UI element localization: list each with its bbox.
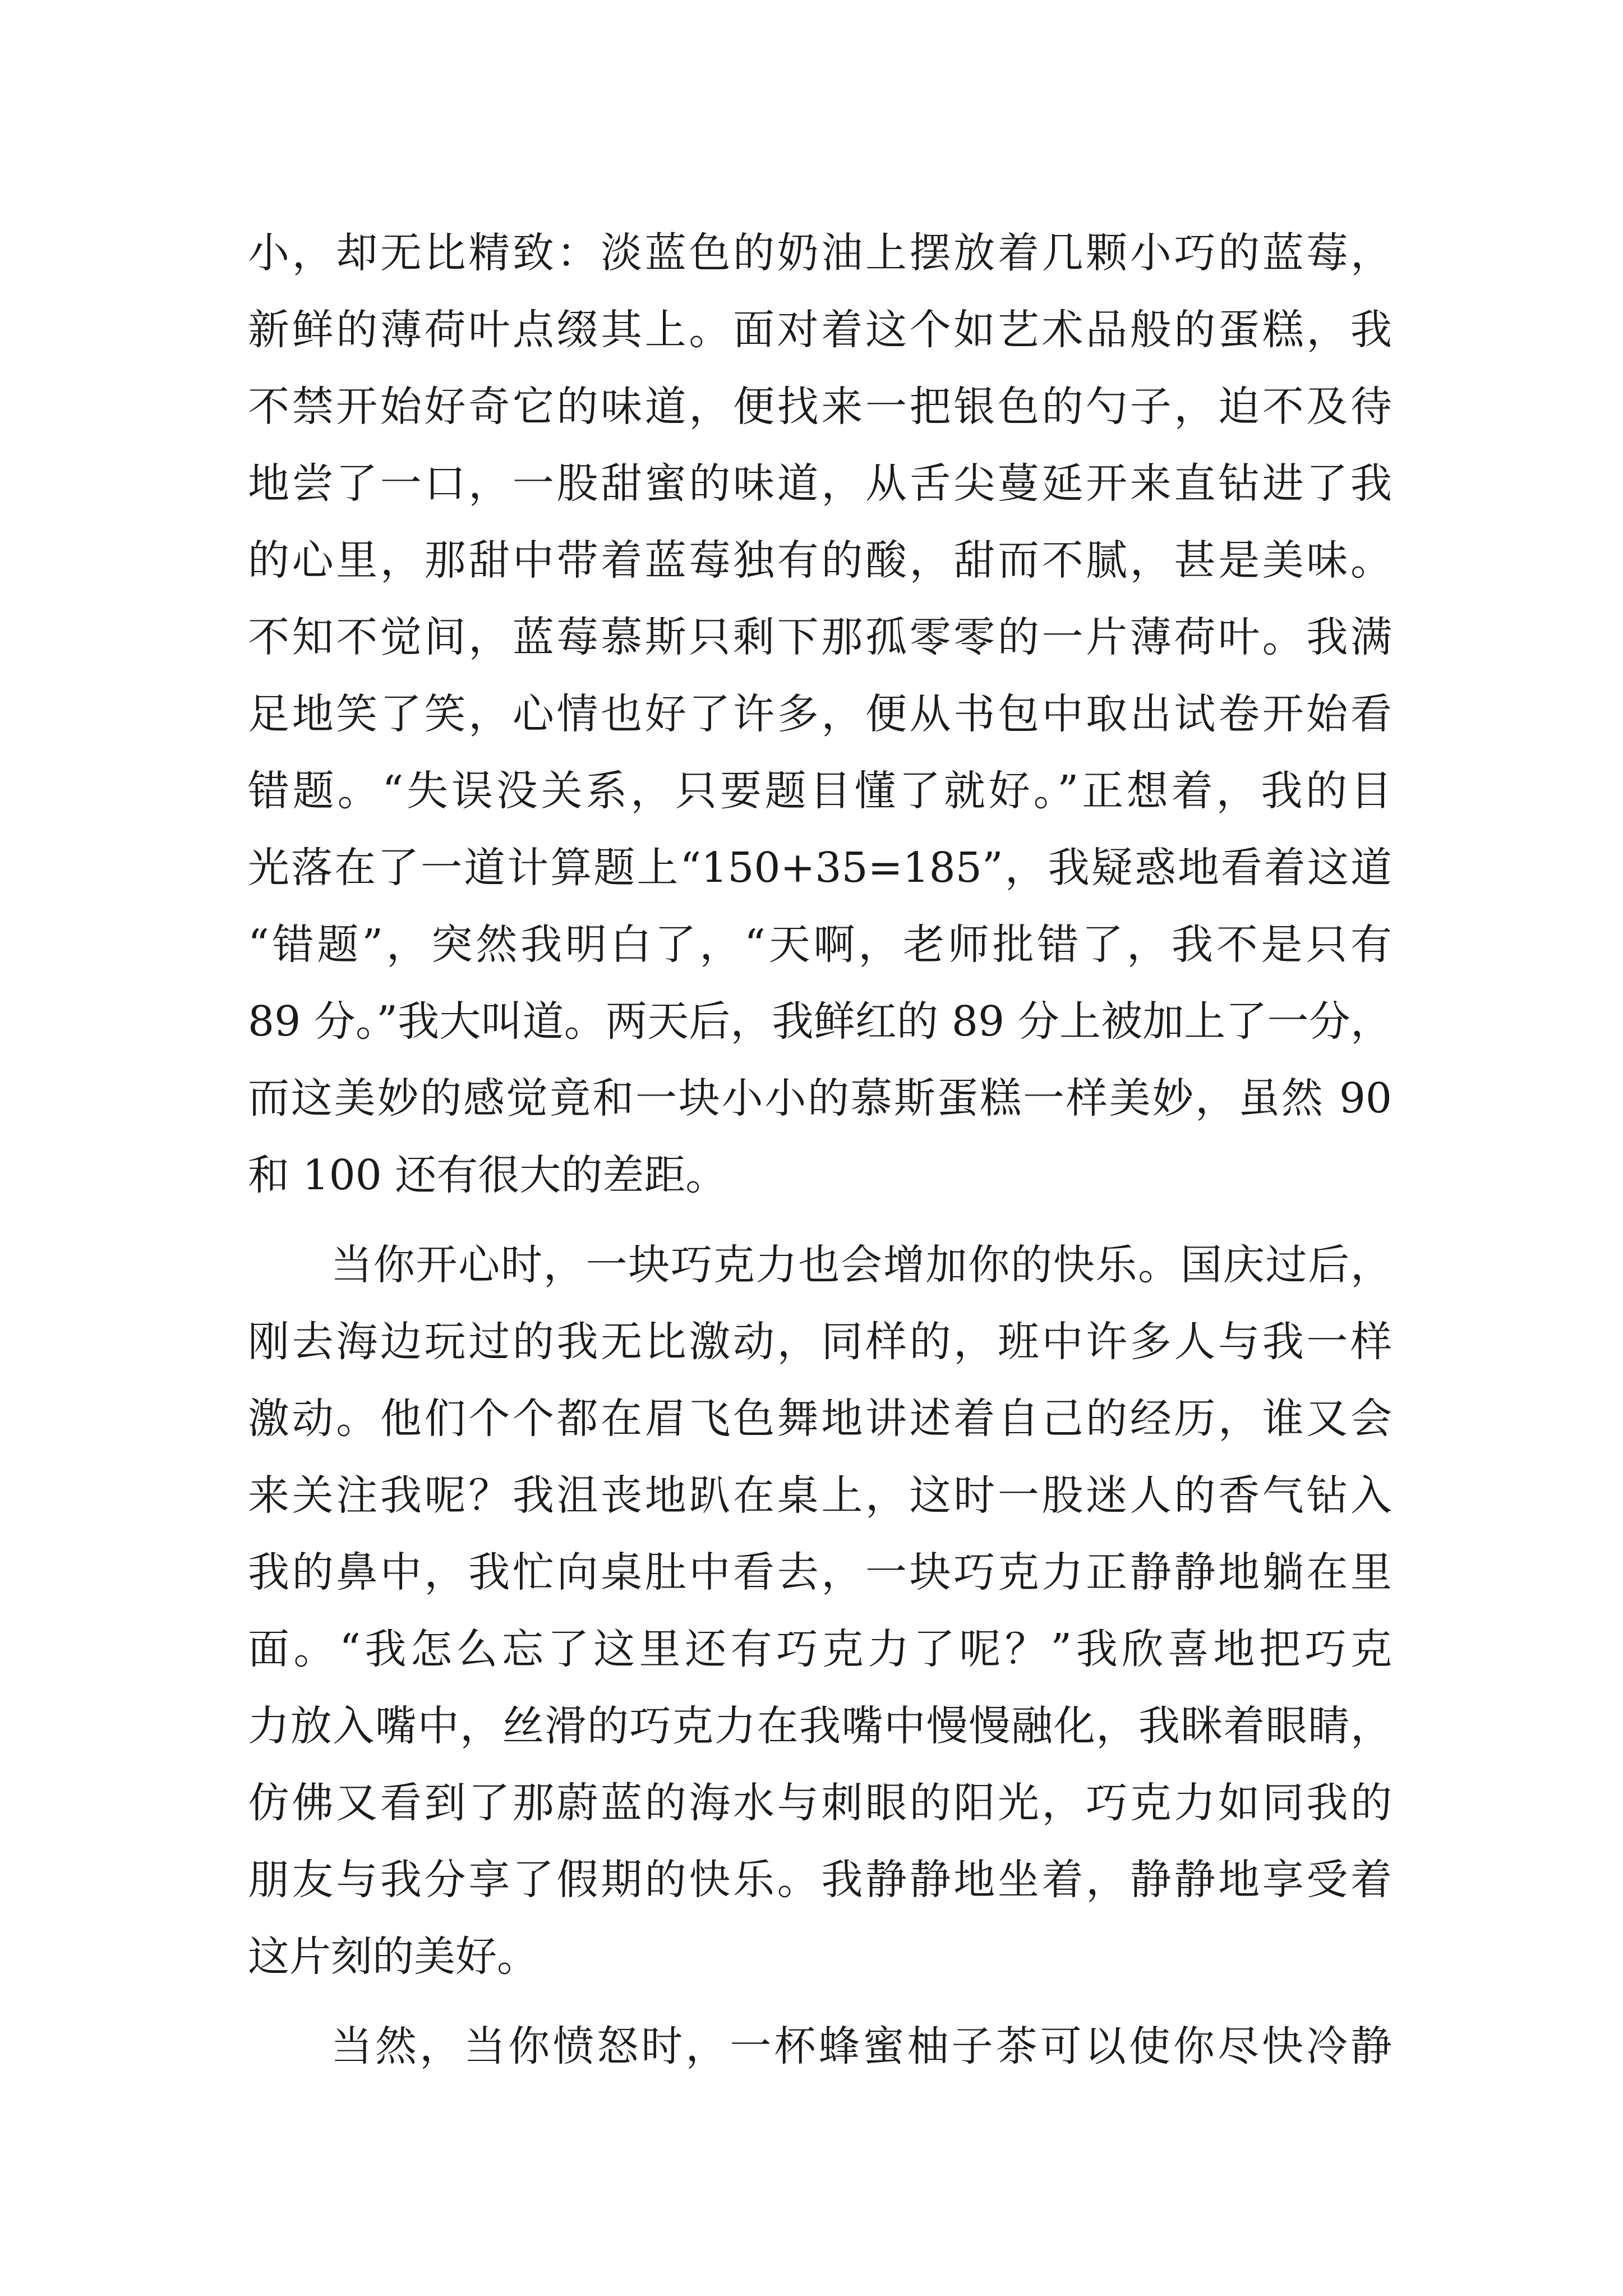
text-line: 当然，当你愤怒时，一杯蜂蜜柚子茶可以使你尽快冷静 bbox=[331, 2022, 1392, 2070]
paragraph-spacing bbox=[248, 1214, 1392, 1227]
body-text bbox=[248, 215, 1392, 2085]
text-line: 面。“我怎么忘了这里还有巧克力了呢？”我欣喜地把巧克 bbox=[248, 1625, 1392, 1673]
text-line: 来关注我呢？我沮丧地趴在桌上，这时一股迷人的香气钻入 bbox=[248, 1471, 1392, 1520]
paragraph-spacing bbox=[248, 1995, 1392, 2008]
text-line: 足地笑了笑，心情也好了许多，便从书包中取出试卷开始看 bbox=[248, 690, 1392, 738]
text-line: 刚去海边玩过的我无比激动，同样的，班中许多人与我一样 bbox=[248, 1318, 1392, 1366]
text-line: 小，却无比精致：淡蓝色的奶油上摆放着几颗小巧的蓝莓， bbox=[248, 229, 1392, 277]
text-line: 力放入嘴中，丝滑的巧克力在我嘴中慢慢融化，我眯着眼睛， bbox=[248, 1702, 1392, 1750]
text-line: 地尝了一口，一股甜蜜的味道，从舌尖蔓延开来直钻进了我 bbox=[248, 459, 1392, 508]
paragraph-honey-tea bbox=[248, 2008, 1392, 2085]
text-line: 我的鼻中，我忙向桌肚中看去，一块巧克力正静静地躺在里 bbox=[248, 1548, 1392, 1596]
text-line: 激动。他们个个都在眉飞色舞地讲述着自己的经历，谁又会 bbox=[248, 1395, 1392, 1443]
text-line: 不禁开始好奇它的味道，便找来一把银色的勺子，迫不及待 bbox=[248, 383, 1392, 431]
text-line: 和 100 还有很大的差距。 bbox=[248, 1151, 727, 1199]
text-line: 89 分。”我大叫道。两天后，我鲜红的 89 分上被加上了一分， bbox=[248, 997, 1392, 1046]
text-line: “错题”，突然我明白了，“天啊，老师批错了，我不是只有 bbox=[248, 921, 1392, 969]
text-line: 这片刻的美好。 bbox=[248, 1932, 538, 1981]
text-line: 错题。“失误没关系，只要题目懂了就好。”正想着，我的目 bbox=[248, 767, 1392, 815]
paragraph-chocolate bbox=[248, 1227, 1392, 1995]
text-line: 仿佛又看到了那蔚蓝的海水与刺眼的阳光，巧克力如同我的 bbox=[248, 1779, 1392, 1827]
text-line: 当你开心时，一块巧克力也会增加你的快乐。国庆过后， bbox=[331, 1241, 1392, 1289]
text-line: 而这美妙的感觉竟和一块小小的慕斯蛋糕一样美妙，虽然 90 bbox=[248, 1074, 1392, 1122]
text-line: 朋友与我分享了假期的快乐。我静静地坐着，静静地享受着 bbox=[248, 1856, 1392, 1904]
text-line: 的心里，那甜中带着蓝莓独有的酸，甜而不腻，甚是美味。 bbox=[248, 536, 1392, 585]
text-line: 光落在了一道计算题上“150+35=185”，我疑惑地看着这道 bbox=[248, 844, 1392, 892]
text-line: 新鲜的薄荷叶点缀其上。面对着这个如艺术品般的蛋糕，我 bbox=[248, 306, 1392, 354]
text-line: 不知不觉间，蓝莓慕斯只剩下那孤零零的一片薄荷叶。我满 bbox=[248, 613, 1392, 661]
paragraph-blueberry-mousse bbox=[248, 215, 1392, 1214]
